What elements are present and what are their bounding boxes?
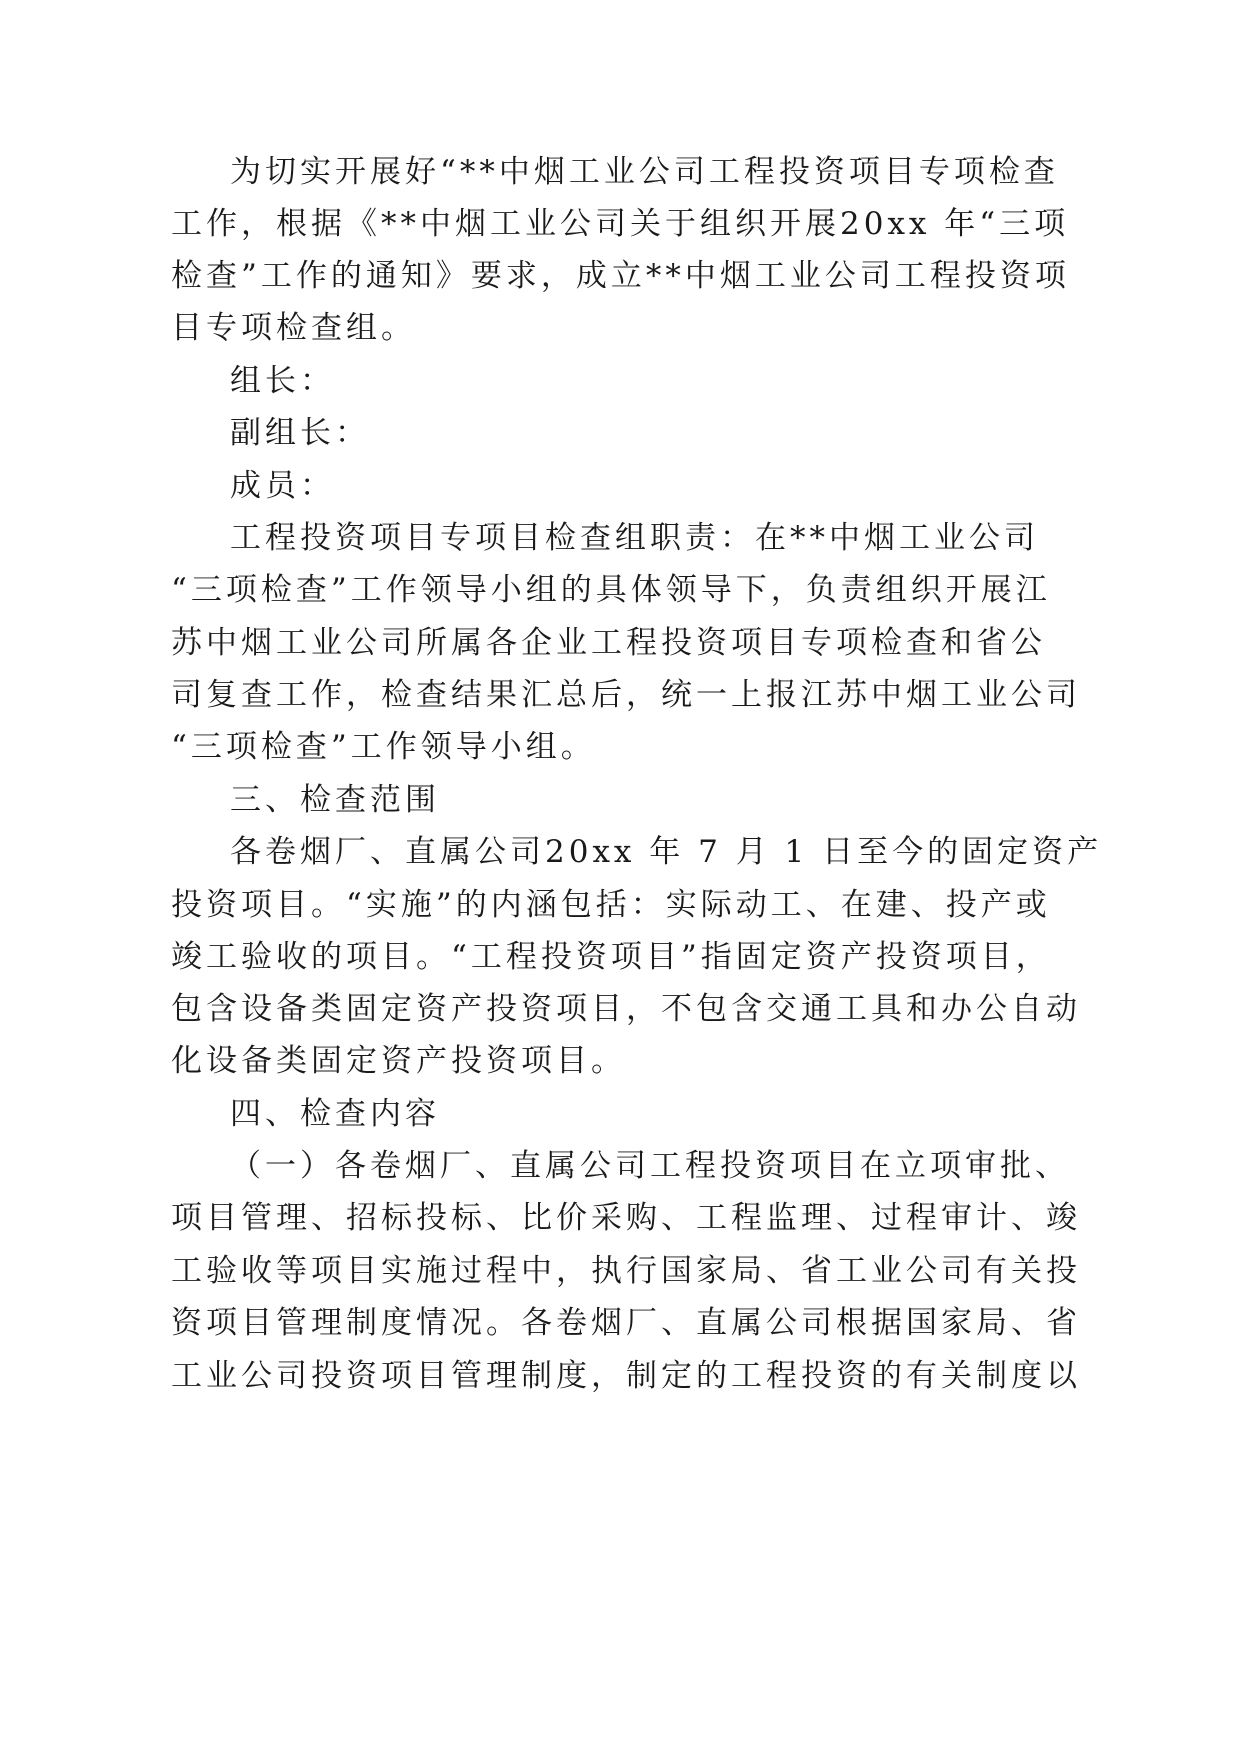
paragraph-line: 工业公司投资项目管理制度，制定的工程投资的有关制度以 (171, 1358, 1081, 1394)
section-heading: 三、检查范围 (230, 782, 440, 818)
paragraph-line: 资项目管理制度情况。各卷烟厂、直属公司根据国家局、省 (171, 1305, 1081, 1341)
members-label: 成员： (230, 468, 335, 504)
paragraph-line: 工验收等项目实施过程中，执行国家局、省工业公司有关投 (171, 1253, 1081, 1289)
paragraph-line: 工作，根据《**中烟工业公司关于组织开展20xx 年“三项 (171, 206, 1070, 242)
paragraph-line: 竣工验收的项目。“工程投资项目”指固定资产投资项目， (171, 939, 1051, 975)
paragraph-line: （一）各卷烟厂、直属公司工程投资项目在立项审批、 (230, 1148, 1070, 1184)
paragraph-line: 化设备类固定资产投资项目。 (171, 1043, 626, 1079)
paragraph-line: 苏中烟工业公司所属各企业工程投资项目专项检查和省公 (171, 625, 1046, 661)
paragraph-line: 项目管理、招标投标、比价采购、工程监理、过程审计、竣 (171, 1200, 1081, 1236)
paragraph-line: 各卷烟厂、直属公司20xx 年 7 月 1 日至今的固定资产 (230, 834, 1103, 870)
paragraph-line: 为切实开展好“**中烟工业公司工程投资项目专项检查 (230, 154, 1059, 190)
paragraph-line: 检查”工作的通知》要求，成立**中烟工业公司工程投资项 (171, 258, 1070, 294)
paragraph-line: 投资项目。“实施”的内涵包括：实际动工、在建、投产或 (171, 887, 1051, 923)
group-leader-label: 组长： (230, 363, 335, 399)
section-heading: 四、检查内容 (230, 1096, 440, 1132)
paragraph-line: “三项检查”工作领导小组的具体领导下，负责组织开展江 (171, 572, 1051, 608)
paragraph-line: 工程投资项目专项目检查组职责：在**中烟工业公司 (230, 520, 1039, 556)
paragraph-line: 目专项检查组。 (171, 310, 416, 346)
deputy-leader-label: 副组长： (230, 415, 370, 451)
paragraph-line: 包含设备类固定资产投资项目，不包含交通工具和办公自动 (171, 991, 1081, 1027)
paragraph-line: “三项检查”工作领导小组。 (171, 729, 596, 765)
paragraph-line: 司复查工作，检查结果汇总后，统一上报江苏中烟工业公司 (171, 677, 1081, 713)
